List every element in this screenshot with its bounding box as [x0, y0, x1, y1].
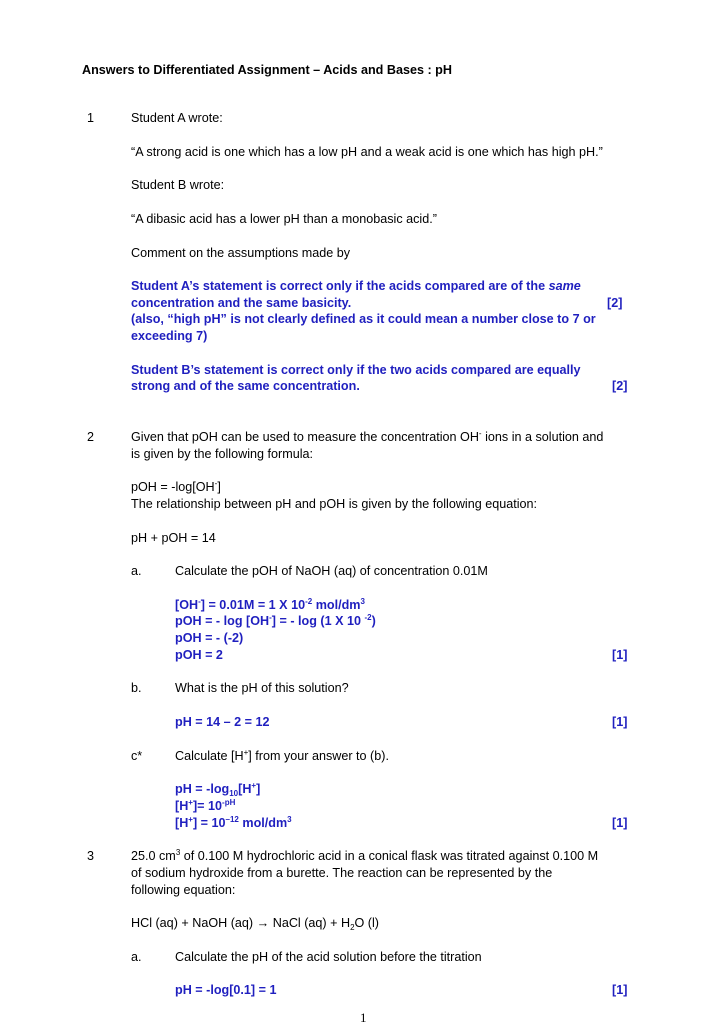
question-number: 3 — [87, 849, 95, 863]
answer-line: $[H^+] = 10^{-12}$ mol/$dm^3$ — [175, 815, 292, 830]
question-text: is given by the following formula: — [131, 447, 314, 461]
equation: HCl (aq) + NaOH (aq) → NaCl $(aq) + H_2O$ (l) — [131, 916, 379, 932]
answer-line: exceeding 7) — [131, 329, 208, 343]
answer-line: pOH = - log [OH-] = - log (1 X 10 $^{-2}$) — [175, 613, 376, 628]
question-text: following equation: — [131, 883, 236, 897]
formula: pOH = -log[OH-] — [131, 479, 221, 494]
subquestion-label: b. — [131, 681, 142, 695]
question-text: of sodium hydroxide from a burette. The reaction can be represented by the — [131, 866, 553, 880]
question-text: Student B wrote: — [131, 178, 225, 192]
mark-label: [1] — [612, 983, 628, 997]
subquestion-label: a. — [131, 950, 142, 964]
page-number: 1 — [360, 1010, 367, 1025]
subquestion-label: c* — [131, 749, 143, 763]
page-title: Answers to Differentiated Assignment – Acids and Bases : pH — [82, 63, 452, 77]
answer-line: strong and of the same concentration. — [131, 379, 360, 393]
mark-label: [1] — [612, 648, 628, 662]
answer-line: pOH = 2 — [175, 648, 223, 662]
question-text: Comment on the assumptions made by — [131, 246, 351, 260]
answer-line: Student B’s statement is correct only if the two acids compared are equally — [131, 363, 581, 377]
question-text: 25.0 $cm^3$ of 0.100 M hydrochloric acid in a conical flask was titrated against 0.100 M — [131, 848, 599, 863]
equation: pH + pOH = 14 — [131, 531, 216, 545]
question-text: “A dibasic acid has a lower pH than a monobasic acid.” — [131, 212, 437, 226]
answer-line: $[H^+]= 10^{-pH}$ — [175, 798, 236, 813]
answer-line: pH = 14 – 2 = 12 — [175, 715, 270, 729]
answer-line: pH = $-\log_{10}[H^+]$ — [175, 781, 261, 798]
mark-label: [1] — [612, 816, 628, 830]
answer-line: pOH = - (-2) — [175, 631, 244, 645]
answer-line: pH = -log[0.1] = 1 — [175, 983, 277, 997]
answer-line: [OH-] = 0.01M = 1 X $10^{-2}$ mol/$dm^3$ — [175, 597, 365, 612]
subquestion-text: Calculate the pH of the acid solution before the titration — [175, 950, 482, 964]
subquestion-text: Calculate [H+] from your answer to (b). — [175, 748, 389, 763]
question-text: The relationship between pH and pOH is given by the following equation: — [131, 497, 538, 511]
question-number: 1 — [87, 111, 95, 125]
question-text: Student A wrote: — [131, 111, 223, 125]
answer-line: concentration and the same basicity. — [131, 296, 352, 310]
emphasis-text: same — [548, 279, 581, 293]
mark-label: [2] — [607, 296, 623, 310]
question-number: 2 — [87, 430, 95, 444]
answer-line: Student A’s statement is correct only if the acids compared are of the same — [131, 279, 581, 293]
mark-label: [2] — [612, 379, 628, 393]
subquestion-label: a. — [131, 564, 142, 578]
question-text: “A strong acid is one which has a low pH and a weak acid is one which has high pH.” — [131, 145, 603, 159]
arrow-icon: → — [256, 916, 270, 930]
subquestion-text: What is the pH of this solution? — [175, 681, 349, 695]
mark-label: [1] — [612, 715, 628, 729]
subquestion-text: Calculate the pOH of NaOH (aq) of concentration 0.01M — [175, 564, 488, 578]
question-text: Given that pOH can be used to measure the concentration OH- ions in a solution and — [131, 429, 604, 444]
answer-line: (also, “high pH” is not clearly defined as it could mean a number close to 7 or — [131, 312, 596, 326]
